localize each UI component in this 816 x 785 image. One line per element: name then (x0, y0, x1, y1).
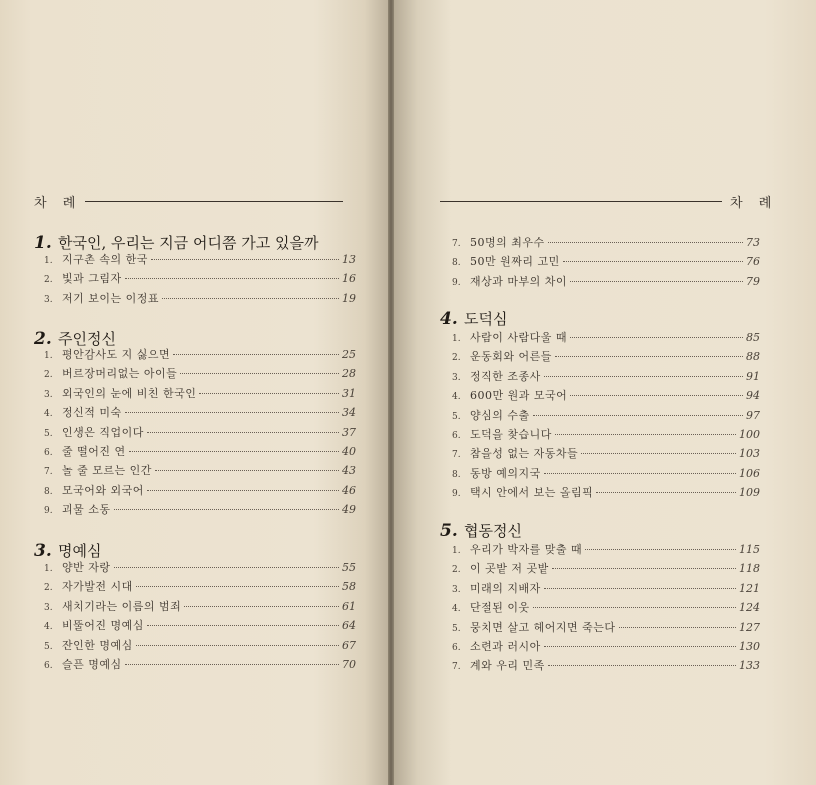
entry-title: 빛과 그림자 (62, 272, 122, 286)
entry-number: 2. (44, 370, 53, 381)
entry-number: 7. (452, 662, 461, 673)
entry-title: 우리가 박자를 맞출 때 (470, 543, 583, 556)
page-number: 121 (739, 581, 760, 595)
toc-entry (452, 445, 760, 461)
entry-title: 정직한 조종사 (470, 369, 541, 383)
page-number: 34 (342, 406, 356, 420)
toc-entry (452, 407, 760, 423)
toc-entry (44, 501, 356, 517)
toc-entry (44, 559, 356, 575)
chapter-number: 1. (34, 233, 52, 253)
page-number: 127 (739, 620, 760, 634)
dot-leader (199, 392, 339, 394)
dot-leader (136, 644, 339, 646)
toc-entry (44, 346, 356, 362)
entry-title: 계와 우리 민족 (470, 659, 545, 673)
entry-number: 2. (452, 565, 461, 576)
dot-leader (173, 353, 339, 355)
page-number: 124 (739, 601, 760, 615)
entry-title: 평안감사도 지 싫으면 (62, 348, 171, 361)
dot-leader (544, 375, 743, 377)
dot-leader (533, 606, 736, 608)
page-number: 13 (342, 253, 356, 266)
right-page-header (440, 192, 777, 211)
chapter-title: 도덕심 (464, 310, 508, 328)
entry-title: 모국어와 외국어 (62, 483, 144, 497)
page-number: 103 (739, 447, 760, 461)
toc-entry (44, 443, 356, 459)
header-rule (85, 201, 343, 202)
dot-leader (136, 585, 339, 587)
page-number: 133 (739, 659, 760, 673)
entry-number: 1. (44, 351, 53, 361)
header-label: 차 례 (730, 196, 778, 211)
page-number: 70 (342, 658, 356, 671)
entry-title: 정신적 미숙 (62, 406, 122, 420)
dot-leader (596, 491, 736, 493)
entry-title: 도덕을 찾습니다 (470, 428, 552, 441)
dot-leader (548, 241, 743, 243)
entry-title: 저기 보이는 이정표 (62, 291, 160, 305)
entry-number: 7. (452, 239, 461, 249)
entry-number: 3. (44, 602, 53, 613)
header-rule (440, 201, 722, 202)
dot-leader (555, 355, 743, 357)
dot-leader (548, 664, 736, 666)
page-number: 16 (342, 272, 356, 286)
toc-entry (44, 385, 356, 401)
toc-entry (44, 290, 356, 306)
page-number: 106 (739, 466, 760, 480)
entry-title: 양반 자랑 (62, 561, 111, 574)
dot-leader (114, 508, 339, 510)
chapter-title: 한국인, 우리는 지금 어디쯤 가고 있을까 (58, 234, 319, 252)
dot-leader (533, 414, 743, 416)
toc-entry (44, 404, 356, 420)
page-number: 88 (746, 350, 760, 364)
toc-entry (44, 617, 356, 633)
page-number: 55 (342, 561, 356, 574)
entry-number: 4. (44, 622, 53, 633)
dot-leader (563, 260, 743, 262)
dot-leader (147, 624, 339, 626)
page-number: 61 (342, 599, 356, 613)
page-number: 85 (746, 331, 760, 344)
toc-entry (452, 253, 760, 269)
page-number: 31 (342, 386, 356, 400)
toc-entry (452, 273, 760, 289)
toc-entry (452, 387, 760, 403)
header-label: 차 례 (34, 196, 82, 211)
entry-title: 동방 예의지국 (470, 466, 541, 480)
right-page (392, 0, 816, 785)
entry-number: 1. (452, 546, 461, 556)
entry-title: 소련과 러시아 (470, 640, 541, 653)
entry-number: 1. (452, 334, 461, 344)
entry-number: 3. (452, 584, 461, 595)
dot-leader (570, 280, 743, 282)
toc-entry (452, 368, 760, 384)
page-number: 79 (746, 274, 760, 288)
chapter-number: 3. (34, 541, 52, 561)
page-number: 100 (739, 428, 760, 441)
entry-title: 슬픈 명예심 (62, 658, 122, 671)
entry-title: 지구촌 속의 한국 (62, 253, 148, 266)
entry-title: 운동회와 어른들 (470, 350, 552, 364)
page-number: 118 (739, 562, 760, 576)
entry-title: 택시 안에서 보는 올림픽 (470, 486, 594, 500)
toc-entry (452, 348, 760, 364)
toc-entry (44, 482, 356, 498)
entry-number: 7. (452, 450, 461, 461)
chapter-number: 4. (440, 309, 458, 329)
dot-leader (552, 567, 736, 569)
dot-leader (585, 548, 736, 550)
page-number: 94 (746, 389, 760, 403)
entry-number: 6. (44, 448, 53, 458)
chapter-number: 2. (34, 329, 52, 349)
dot-leader (147, 489, 339, 491)
entry-title: 미래의 지배자 (470, 581, 541, 595)
entry-number: 2. (44, 583, 53, 594)
entry-number: 5. (452, 623, 461, 634)
left-page (0, 0, 392, 785)
entry-title: 놀 줄 모르는 인간 (62, 464, 152, 478)
chapter-heading (34, 232, 318, 253)
entry-number: 7. (44, 467, 53, 478)
chapter-number: 5. (440, 521, 458, 541)
page-number: 130 (739, 640, 760, 653)
page-number: 91 (746, 369, 760, 383)
page-number: 64 (342, 619, 356, 633)
dot-leader (125, 277, 339, 279)
page-number: 46 (342, 483, 356, 497)
toc-entry (452, 465, 760, 481)
dot-leader (544, 587, 736, 589)
dot-leader (555, 433, 736, 435)
toc-entry (452, 599, 760, 615)
entry-title: 재상과 마부의 차이 (470, 274, 568, 288)
page-number: 76 (746, 255, 760, 269)
entry-title: 인생은 직업이다 (62, 425, 144, 439)
toc-entry (44, 656, 356, 672)
entry-title: 외국인의 눈에 비친 한국인 (62, 386, 197, 400)
toc-entry (452, 329, 760, 345)
entry-number: 2. (452, 353, 461, 364)
left-page-header (34, 192, 343, 211)
entry-title: 사람이 사람다울 때 (470, 331, 568, 344)
entry-title: 이 곳밭 저 곳밭 (470, 562, 549, 576)
entry-title: 양심의 수출 (470, 408, 530, 422)
dot-leader (151, 258, 339, 260)
toc-entry (44, 424, 356, 440)
toc-entry (44, 637, 356, 653)
toc-entry (452, 484, 760, 500)
toc-entry (452, 541, 760, 557)
toc-entry (452, 560, 760, 576)
dot-leader (581, 452, 736, 454)
page-number: 58 (342, 580, 356, 594)
page-number: 43 (342, 464, 356, 478)
toc-entry (44, 365, 356, 381)
entry-title: 50만 원짜리 고민 (470, 255, 560, 269)
toc-entry (44, 578, 356, 594)
page-number: 97 (746, 408, 760, 422)
dot-leader (125, 663, 339, 665)
page-number: 73 (746, 236, 760, 249)
book-gutter (388, 0, 394, 785)
toc-entry (44, 251, 356, 267)
entry-number: 1. (44, 564, 53, 574)
chapter-title: 주인정신 (58, 330, 116, 348)
toc-entry (452, 619, 760, 635)
entry-number: 5. (44, 428, 53, 439)
toc-entry (452, 657, 760, 673)
page-number: 109 (739, 486, 760, 500)
entry-number: 8. (44, 486, 53, 497)
dot-leader (544, 645, 736, 647)
dot-leader (147, 431, 339, 433)
page-number: 25 (342, 348, 356, 361)
chapter-title: 협동정신 (464, 522, 522, 540)
toc-entry (44, 462, 356, 478)
dot-leader (114, 566, 339, 568)
page-number: 115 (739, 543, 760, 556)
entry-number: 5. (44, 641, 53, 652)
entry-number: 8. (452, 469, 461, 480)
toc-entry (452, 580, 760, 596)
entry-number: 3. (44, 389, 53, 400)
toc-entry (452, 234, 760, 250)
entry-title: 잔인한 명예심 (62, 638, 133, 652)
toc-entry (44, 598, 356, 614)
entry-number: 8. (452, 258, 461, 269)
entry-title: 뭉치면 살고 헤어지면 죽는다 (470, 620, 616, 634)
dot-leader (570, 336, 743, 338)
entry-number: 6. (452, 643, 461, 653)
chapter-heading (34, 540, 101, 561)
entry-number: 4. (44, 409, 53, 420)
entry-number: 5. (452, 411, 461, 422)
entry-number: 3. (44, 294, 53, 305)
dot-leader (184, 605, 339, 607)
toc-entry (452, 426, 760, 442)
entry-number: 3. (452, 372, 461, 383)
page-number: 49 (342, 503, 356, 517)
dot-leader (570, 394, 743, 396)
dot-leader (162, 297, 339, 299)
entry-number: 2. (44, 275, 53, 286)
entry-number: 9. (452, 489, 461, 500)
entry-number: 4. (452, 604, 461, 615)
entry-title: 비뚤어진 명예심 (62, 619, 144, 633)
dot-leader (180, 372, 339, 374)
entry-title: 버르장머리없는 아이들 (62, 367, 178, 381)
dot-leader (129, 450, 339, 452)
entry-title: 괴물 소동 (62, 503, 111, 517)
page-number: 28 (342, 367, 356, 381)
entry-title: 단절된 이웃 (470, 601, 530, 615)
page-number: 37 (342, 425, 356, 439)
page-number: 19 (342, 291, 356, 305)
entry-number: 4. (452, 392, 461, 403)
toc-entry (44, 270, 356, 286)
chapter-title: 명예심 (58, 542, 102, 560)
entry-number: 9. (452, 277, 461, 288)
dot-leader (125, 411, 339, 413)
entry-number: 1. (44, 256, 53, 266)
entry-title: 새치기라는 이름의 범죄 (62, 599, 182, 613)
entry-title: 600만 원과 모국어 (470, 389, 568, 403)
entry-title: 줄 떨어진 연 (62, 445, 126, 458)
chapter-heading (440, 308, 507, 329)
entry-number: 9. (44, 506, 53, 517)
entry-title: 50명의 최우수 (470, 236, 545, 249)
dot-leader (155, 469, 339, 471)
toc-entry (452, 638, 760, 654)
page-number: 40 (342, 445, 356, 458)
dot-leader (619, 626, 736, 628)
entry-number: 6. (452, 431, 461, 441)
entry-title: 참을성 없는 자동차들 (470, 447, 579, 461)
entry-number: 6. (44, 661, 53, 671)
page-number: 67 (342, 638, 356, 652)
chapter-heading (440, 520, 522, 541)
dot-leader (544, 472, 736, 474)
entry-title: 자가발전 시대 (62, 580, 133, 594)
